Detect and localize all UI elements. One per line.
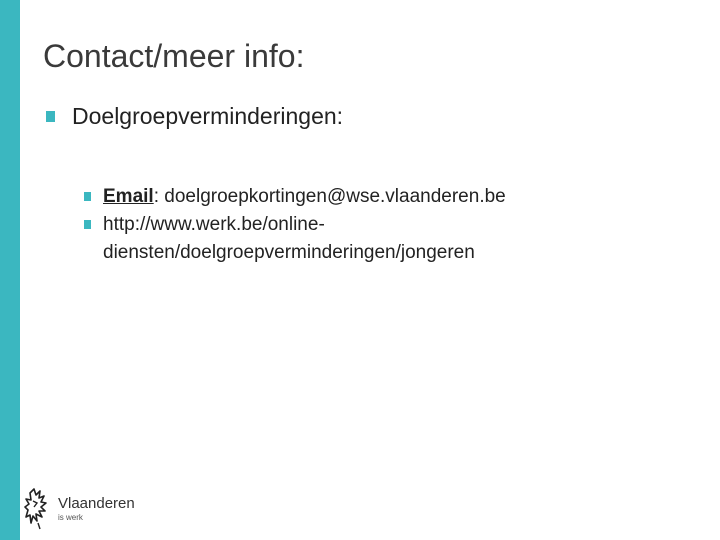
sub-bullet-list xyxy=(84,183,684,267)
bullet-level1-text: Doelgroepverminderingen: xyxy=(72,103,344,129)
email-line xyxy=(103,183,506,211)
square-bullet-icon xyxy=(46,111,55,122)
url-line-1: http://www.werk.be/online- xyxy=(103,214,325,235)
square-bullet-icon xyxy=(84,220,91,229)
url-link[interactable] xyxy=(103,211,475,267)
email-link[interactable]: doelgroepkortingen@wse.vlaanderen.be xyxy=(164,186,506,207)
slide-title: Contact/meer info: xyxy=(43,38,305,74)
email-separator: : xyxy=(153,186,165,207)
bullet-level1 xyxy=(46,103,343,130)
flemish-lion-icon xyxy=(24,487,50,531)
logo-tagline: is werk xyxy=(58,513,83,522)
url-item xyxy=(84,211,684,267)
square-bullet-icon xyxy=(84,192,91,201)
email-label: Email xyxy=(103,186,154,207)
logo-text xyxy=(58,487,135,523)
left-accent-bar xyxy=(0,0,20,540)
logo-name: Vlaanderen xyxy=(58,495,135,512)
url-line-2: diensten/doelgroepverminderingen/jongeren xyxy=(103,242,475,263)
vlaanderen-logo xyxy=(24,487,135,531)
email-item xyxy=(84,183,684,211)
